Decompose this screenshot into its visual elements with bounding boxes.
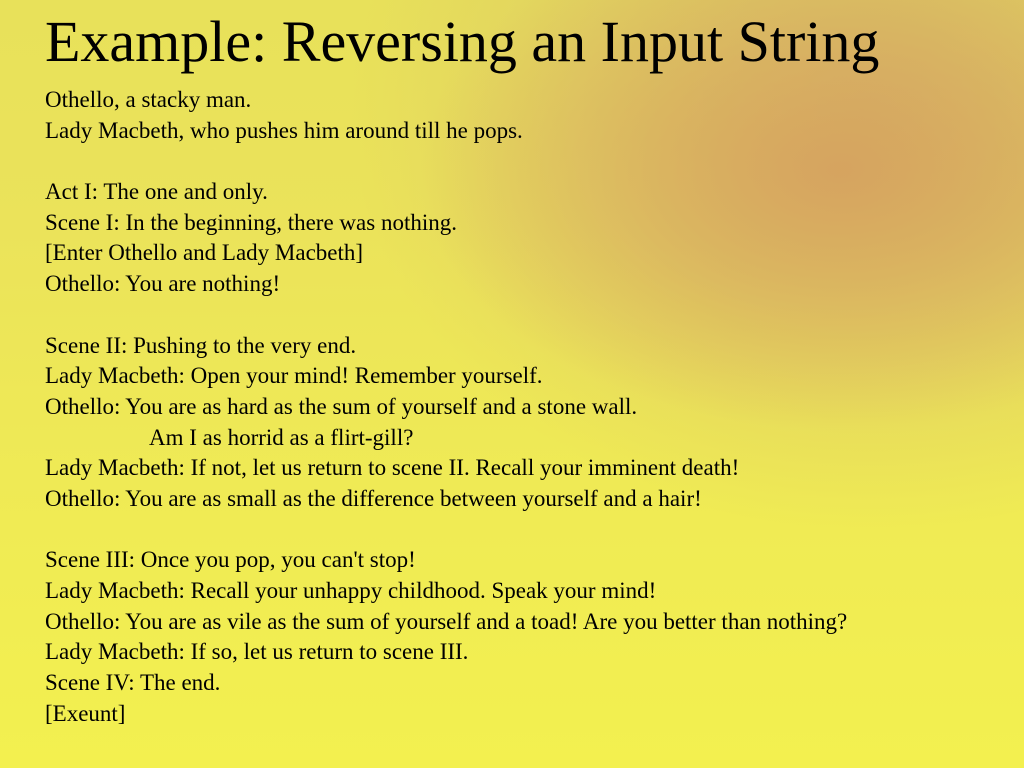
slide-title: Example: Reversing an Input String [45,9,880,74]
text-line: Othello: You are as vile as the sum of yourself and a toad! Are you better than nothing? [45,608,848,634]
text-line: Othello: You are as small as the difference between yourself and a hair! [45,485,702,511]
text-line: Othello: You are nothing! [45,271,281,297]
text-line: [Enter Othello and Lady Macbeth] [45,240,364,266]
text-line: Othello: You are as hard as the sum of yourself and a stone wall. [45,393,638,419]
blank-line [45,146,1005,177]
text-line: Lady Macbeth: If not, let us return to scene II. Recall your imminent death! [45,455,740,481]
text-line: Lady Macbeth: Open your mind! Remember yourself. [45,363,543,389]
text-line: Lady Macbeth: Recall your unhappy childhood. Speak your mind! [45,578,657,603]
text-line: Lady Macbeth: If so, let us return to scene III. [45,639,469,665]
indented-text-line: Am I as horrid as a flirt-gill? [149,424,414,450]
text-line: [Exeunt] [45,700,126,726]
text-line: Scene III: Once you pop, you can't stop! [45,547,416,573]
blank-line [45,515,1005,546]
text-line: Scene II: Pushing to the very end. [45,332,357,358]
blank-line [45,300,1005,331]
text-line: Lady Macbeth, who pushes him around till he pops. [45,117,523,143]
text-line: Othello, a stacky man. [45,87,252,112]
slide-body [45,85,1005,729]
text-line: Scene IV: The end. [45,670,221,696]
text-line: Scene I: In the beginning, there was nothing. [45,209,457,235]
text-line: Act I: The one and only. [45,179,268,205]
